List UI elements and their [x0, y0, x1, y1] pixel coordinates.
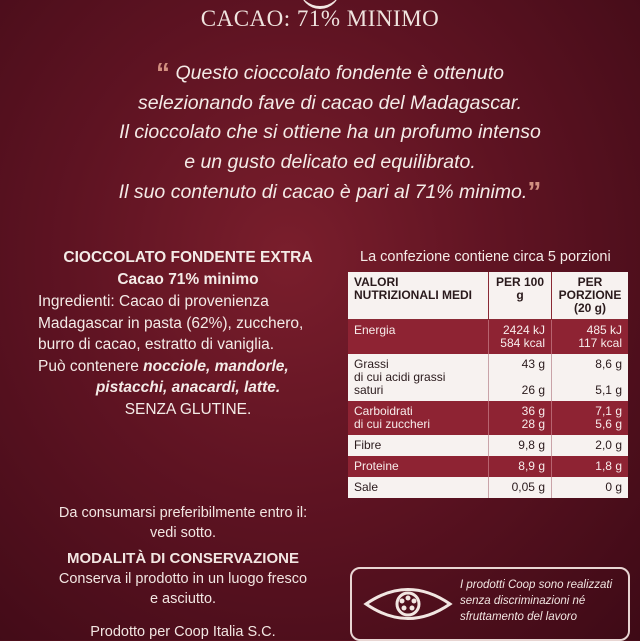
product-info: [38, 247, 338, 420]
gluten-free-label: SENZA GLUTINE.: [124, 400, 252, 418]
ingredients-line-3: burro di cacao, estratto di vaniglia.: [38, 336, 275, 353]
nutrition-row-salt: [348, 477, 628, 498]
product-name: CIOCCOLATO FONDENTE EXTRA: [63, 249, 313, 266]
row-value-portion: 2,0 g: [552, 435, 629, 456]
nutrition-header-label: VALORI NUTRIZIONALI MEDI: [348, 272, 489, 320]
product-description-quote: [60, 58, 600, 208]
nutrition-header-per-portion: PER PORZIONE (20 g): [552, 272, 629, 320]
nutrition-header-per100: PER 100 g: [489, 272, 552, 320]
nutrition-row-energy: [348, 320, 628, 355]
row-value-portion: 7,1 g 5,6 g: [552, 401, 629, 435]
row-value-portion: 0 g: [552, 477, 629, 498]
open-quote-icon: “: [156, 57, 171, 88]
quote-line-4: e un gusto delicato ed equilibrato.: [184, 150, 476, 173]
coop-line-1: I prodotti Coop sono realizzati: [460, 579, 613, 591]
may-contain-line: [38, 356, 338, 378]
expiry-line-2: vedi sotto.: [149, 525, 217, 541]
row-value-100g: 2424 kJ 584 kcal: [489, 320, 552, 355]
quote-line-3: Il cioccolato che si ottiene ha un profumo intenso: [119, 121, 541, 143]
row-label: Carboidrati di cui zuccheri: [348, 401, 489, 435]
ingredients-line-1: Ingredienti: Cacao di provenienza: [38, 293, 269, 310]
row-value-100g: 8,9 g: [489, 456, 552, 477]
row-label: Proteine: [348, 456, 489, 477]
nutrition-row-protein: [348, 456, 628, 477]
allergens-line-2-wrap: [38, 377, 338, 399]
coop-ethics-eye-icon: [362, 581, 454, 627]
row-label: Energia: [348, 320, 489, 355]
nutrition-row-fat: [348, 354, 628, 401]
row-value-portion: 485 kJ 117 kcal: [552, 320, 629, 355]
row-value-portion: 1,8 g: [552, 456, 629, 477]
portions-note: La confezione contiene circa 5 porzioni: [360, 249, 611, 265]
producer-info: Prodotto per Coop Italia S.C.: [90, 624, 276, 640]
coop-ethics-text: [460, 577, 622, 625]
coop-line-3: sfruttamento del lavoro: [460, 611, 577, 623]
quote-line-5: [60, 177, 600, 208]
row-label: Sale: [348, 477, 489, 498]
expiry-line-1: Da consumarsi preferibilmente entro il:: [58, 505, 308, 521]
allergens-line-2: pistacchi, anacardi, latte.: [95, 379, 281, 396]
row-label: Grassi di cui acidi grassi saturi: [348, 354, 489, 401]
conservation-title: MODALITÀ DI CONSERVAZIONE: [67, 550, 299, 567]
coop-line-2: senza discriminazioni né: [460, 595, 586, 607]
row-value-100g: 36 g 28 g: [489, 401, 552, 435]
nutrition-header-row: [348, 272, 628, 320]
quote-line-2: selezionando fave di cacao del Madagascar.: [137, 91, 523, 114]
row-value-100g: 9,8 g: [489, 435, 552, 456]
product-cacao: Cacao 71% minimo: [117, 270, 259, 288]
quote-text-1: Questo cioccolato fondente è ottenuto: [175, 62, 504, 84]
row-value-100g: 0,05 g: [489, 477, 552, 498]
cacao-percentage-title: CACAO: 71% MINIMO: [200, 6, 440, 31]
allergens-line-1: nocciole, mandorle,: [143, 357, 289, 375]
row-label: Fibre: [348, 435, 489, 456]
nutrition-table: [348, 272, 628, 498]
nutrition-row-carbs: [348, 401, 628, 435]
quote-text-5: Il suo contenuto di cacao è pari al 71% minimo.: [118, 181, 528, 203]
nutrition-row-fibre: [348, 435, 628, 456]
row-value-portion: 8,6 g 5,1 g: [552, 354, 629, 401]
may-contain-prefix: Può contenere: [38, 357, 139, 375]
coop-ethics-notice: [350, 567, 630, 641]
conservation-line-1: Conserva il prodotto in un luogo fresco: [58, 571, 308, 587]
row-value-100g: 43 g 26 g: [489, 354, 552, 401]
ingredients-line-2: Madagascar in pasta (62%), zucchero,: [38, 314, 304, 332]
conservation-line-2: e asciutto.: [149, 591, 217, 607]
expiry-info: [38, 503, 328, 543]
close-quote-icon: ”: [527, 176, 542, 207]
quote-line-1: [60, 58, 600, 89]
ingredients-list: [38, 291, 338, 420]
conservation-info: [38, 549, 328, 609]
